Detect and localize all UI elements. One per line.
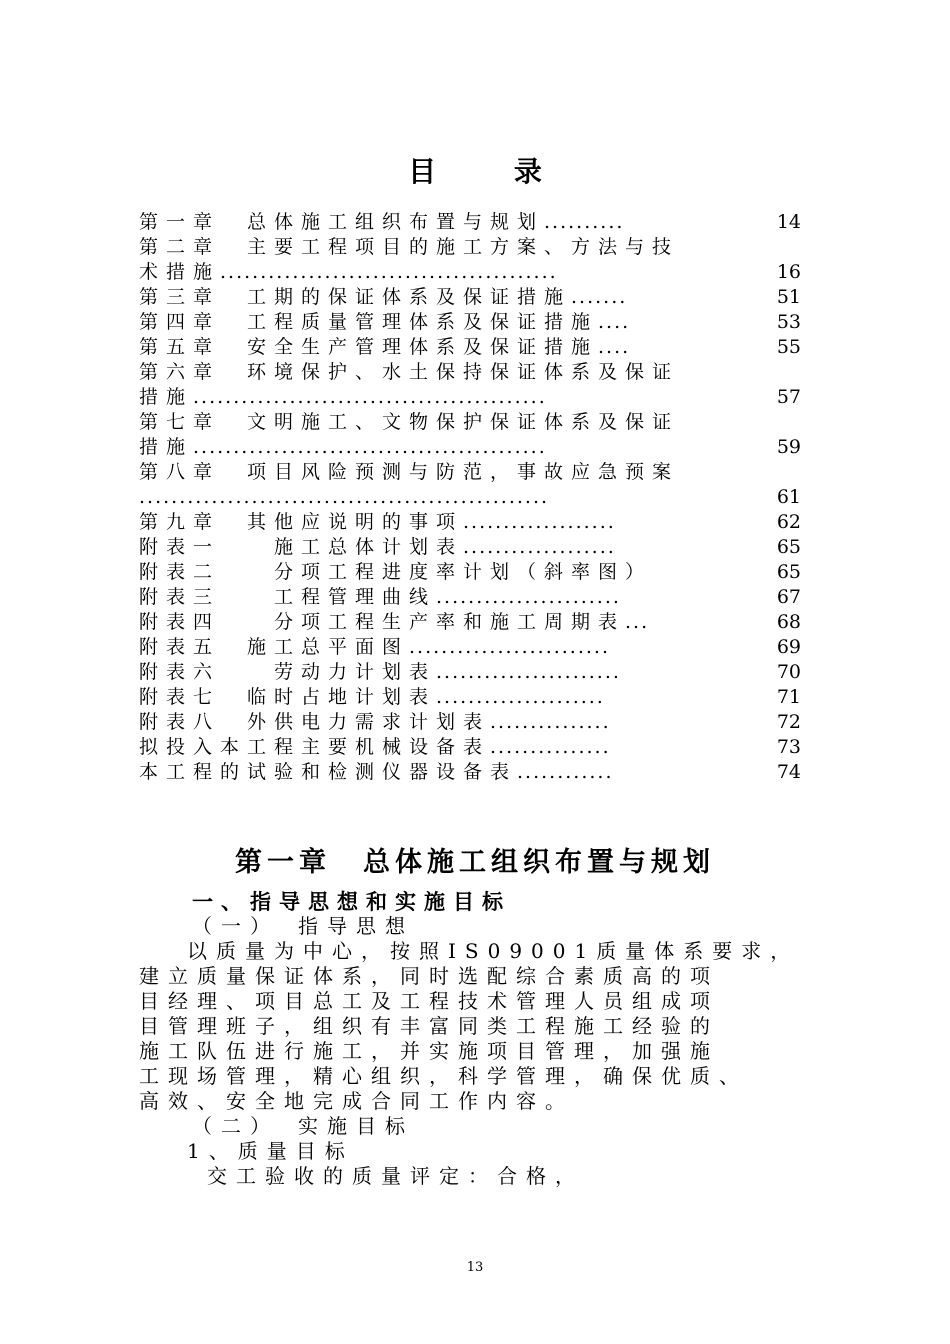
toc-page-number: 16 <box>773 260 801 285</box>
toc-entry <box>139 360 801 385</box>
toc-page-number: 74 <box>773 760 801 785</box>
toc-entry <box>139 635 801 660</box>
toc-entry <box>139 235 801 260</box>
toc-page-number: 72 <box>773 710 801 735</box>
toc-page-number: 71 <box>773 685 801 710</box>
toc-entry-title: 附表七 临时占地计划表 <box>139 686 437 708</box>
toc-entry <box>139 435 801 460</box>
toc-entry-title: 第六章 环境保护、水土保持保证体系及保证 <box>139 361 680 383</box>
toc-page-number: 69 <box>773 635 801 660</box>
toc-leader-dots: ....... <box>571 286 628 308</box>
toc-page-number: 55 <box>773 335 801 360</box>
toc-leader-dots: .......... <box>544 211 625 233</box>
toc-page-number: 62 <box>773 510 801 535</box>
paragraph-line: 目经理、项目总工及工程技术管理人员组成项 <box>139 989 719 1013</box>
item-quality-target: 1、质量目标 <box>187 1139 354 1163</box>
toc-entry-title: 第九章 其他应说明的事项 <box>139 511 464 533</box>
toc-entry-title: 第二章 主要工程项目的施工方案、方法与技 <box>139 236 680 258</box>
toc-leader-dots: ................................................... <box>139 486 550 508</box>
toc-entry-title: 术措施 <box>139 261 221 283</box>
toc-entry-title: 附表六 劳动力计划表 <box>139 661 437 683</box>
toc-entry <box>139 535 801 560</box>
toc-entry-title: 第三章 工期的保证体系及保证措施 <box>139 286 572 308</box>
paragraph-line: 施工队伍进行施工，并实施项目管理，加强施 <box>139 1039 719 1063</box>
toc-entry <box>139 735 801 760</box>
toc-entry <box>139 310 801 335</box>
toc-entry <box>139 610 801 635</box>
toc-entry-title: 附表三 工程管理曲线 <box>139 586 437 608</box>
toc-entry-title: 附表八 外供电力需求计划表 <box>139 711 491 733</box>
toc-entry <box>139 560 801 585</box>
toc-page-number: 73 <box>773 735 801 760</box>
toc-leader-dots: ............................................ <box>193 386 547 408</box>
toc-entry-title: 第八章 项目风险预测与防范，事故应急预案 <box>139 461 680 483</box>
toc-entry-title: 第五章 安全生产管理体系及保证措施 <box>139 336 599 358</box>
toc-leader-dots: .... <box>598 311 631 333</box>
toc-leader-dots: ............................................ <box>193 436 547 458</box>
toc-page-number: 68 <box>773 610 801 635</box>
toc-page-number: 59 <box>773 435 801 460</box>
quality-evaluation: 交工验收的质量评定：合格， <box>207 1164 584 1188</box>
toc-entry <box>139 335 801 360</box>
toc-entry <box>139 585 801 610</box>
toc-leader-dots: ..................... <box>436 686 605 708</box>
chapter-heading: 第一章 总体施工组织布置与规划 <box>235 847 715 878</box>
toc-page-number: 65 <box>773 535 801 560</box>
toc-entry-title: 措施 <box>139 386 194 408</box>
toc-leader-dots: ... <box>625 611 650 633</box>
toc-entry <box>139 285 801 310</box>
toc-entry-title: 第四章 工程质量管理体系及保证措施 <box>139 311 599 333</box>
toc-leader-dots: ............... <box>490 736 611 758</box>
paragraph-line: 工现场管理，精心组织，科学管理，确保优质、 <box>139 1064 748 1088</box>
toc-entry-title: 附表二 分项工程进度率计划（斜率图） <box>139 561 653 583</box>
paragraph-line: 以质量为中心，按照IS09001质量体系要求， <box>187 939 800 963</box>
toc-entry <box>139 660 801 685</box>
toc-title: 目 录 <box>408 155 576 188</box>
toc-leader-dots: ............ <box>517 761 614 783</box>
toc-entry <box>139 485 801 510</box>
toc-entry <box>139 510 801 535</box>
section-heading: 一、指导思想和实施目标 <box>192 889 511 914</box>
toc-page-number: 53 <box>773 310 801 335</box>
paragraph-line: 高效、安全地完成合同工作内容。 <box>139 1089 574 1113</box>
subsection-guiding: （一） 指导思想 <box>192 914 414 938</box>
subsection-targets: （二） 实施目标 <box>192 1114 414 1138</box>
paragraph-line: 目管理班子，组织有丰富同类工程施工经验的 <box>139 1014 719 1038</box>
toc-leader-dots: ....................... <box>436 661 621 683</box>
toc-entry-title: 附表五 施工总平面图 <box>139 636 410 658</box>
toc-entry-title: 第一章 总体施工组织布置与规划 <box>139 211 545 233</box>
toc-entry <box>139 260 801 285</box>
toc-entry <box>139 410 801 435</box>
paragraph-line: 建立质量保证体系，同时选配综合素质高的项 <box>139 964 719 988</box>
toc-leader-dots: ................... <box>463 511 616 533</box>
toc-entry <box>139 460 801 485</box>
toc-leader-dots: ................... <box>463 536 616 558</box>
toc-leader-dots: ....................... <box>436 586 621 608</box>
toc-page-number: 57 <box>773 385 801 410</box>
toc-page-number: 14 <box>773 210 801 235</box>
toc-entry <box>139 385 801 410</box>
page-number: 13 <box>466 1260 484 1275</box>
toc-entry <box>139 760 801 785</box>
toc-entry-title: 第七章 文明施工、文物保护保证体系及保证 <box>139 411 680 433</box>
toc-entry <box>139 210 801 235</box>
toc-entry-title: 措施 <box>139 436 194 458</box>
toc-entry-title: 拟投入本工程主要机械设备表 <box>139 736 491 758</box>
toc-page-number: 61 <box>773 485 801 510</box>
toc-leader-dots: ............... <box>490 711 611 733</box>
toc-page-number: 51 <box>773 285 801 310</box>
toc-entry <box>139 710 801 735</box>
toc-page-number: 65 <box>773 560 801 585</box>
toc-page-number: 70 <box>773 660 801 685</box>
toc-entry <box>139 685 801 710</box>
toc-page-number: 67 <box>773 585 801 610</box>
toc-leader-dots: ......................... <box>409 636 611 658</box>
toc-entry-title: 附表一 施工总体计划表 <box>139 536 464 558</box>
toc-entry-title: 附表四 分项工程生产率和施工周期表 <box>139 611 626 633</box>
toc-leader-dots: .... <box>598 336 631 358</box>
toc-entry-title: 本工程的试验和检测仪器设备表 <box>139 761 518 783</box>
toc-leader-dots: .......................................... <box>220 261 558 283</box>
